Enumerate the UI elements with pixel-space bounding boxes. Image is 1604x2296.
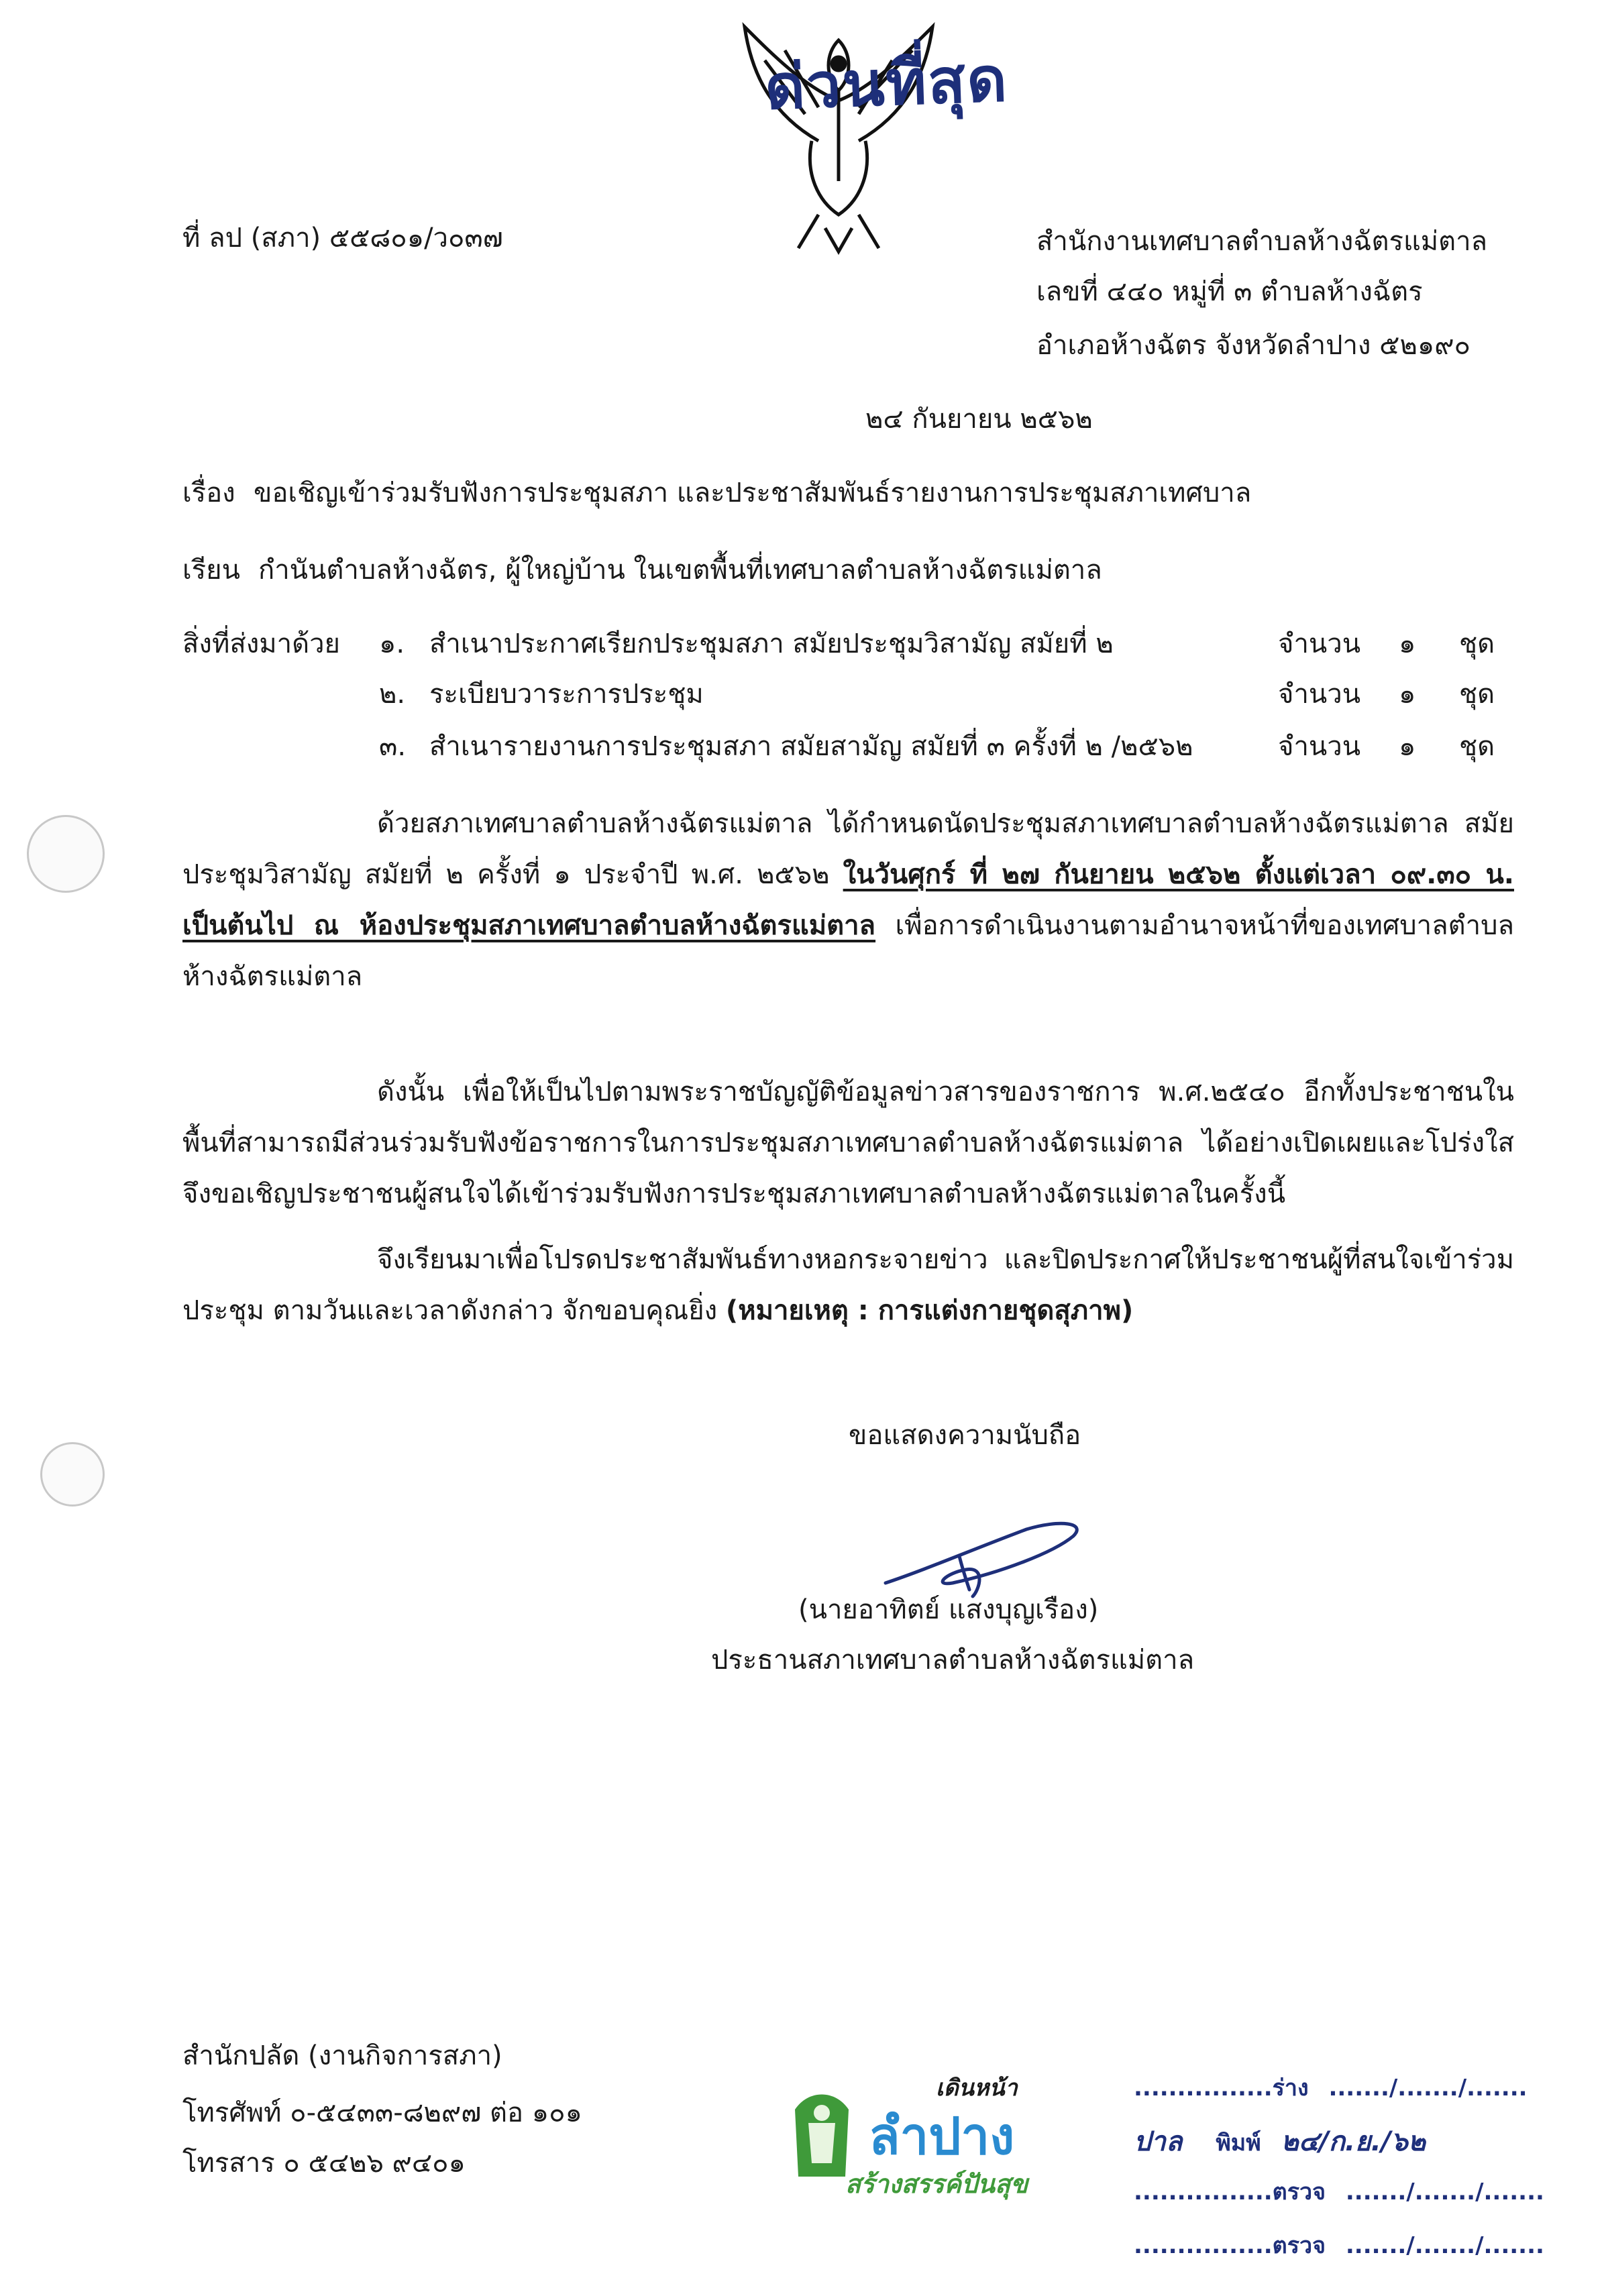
enclosure-number: ๓. bbox=[379, 731, 407, 762]
body-paragraph-2: ดังนั้น เพื่อให้เป็นไปตามพระราชบัญญัติข้อมูลข่าวสารของราชการ พ.ศ.๒๕๔๐ อีกทั้งประชาชนในพื้นที่สามารถมีส่วนร่วมรับฟังข้อราชการในการประชุมสภาเทศบาลตำบลห้างฉัตรแม่ตาล ได้อย่างเปิดเผยและโปร่งใส จึงขอเชิญประชาชนผู้สนใจได้เข้าร่วมรับฟังการประชุมสภาเทศบาลตำบลห้างฉัตรแม่ตาลในครั้งนี้ bbox=[182, 1077, 1514, 1209]
enclosure-unit: ชุด bbox=[1459, 628, 1495, 659]
enclosure-unit: ชุด bbox=[1459, 679, 1495, 710]
closing-salutation: ขอแสดงความนับถือ bbox=[849, 1420, 1081, 1451]
signatory-position: ประธานสภาเทศบาลตำบลห้างฉัตรแม่ตาล bbox=[711, 1645, 1195, 1676]
routing-row bbox=[1134, 2120, 1426, 2163]
routing-label: ตรวจ bbox=[1272, 2232, 1326, 2259]
body-paragraph-1-intro: ด้วยสภาเทศบาลตำบลห้างฉัตรแม่ตาล ได้กำหนดนัดประชุมสภาเทศบาลตำบลห้างฉัตรแม่ตาล สมัยประชุมวิสามัญ สมัยที่ ๒ ครั้งที่ ๑ ประจำปี พ.ศ. ๒๕๖๒ bbox=[182, 808, 1514, 890]
sender-line-3: อำเภอห้างฉัตร จังหวัดลำปาง ๕๒๑๙๐ bbox=[1036, 330, 1471, 361]
routing-label: ตรวจ bbox=[1272, 2179, 1326, 2205]
signatory-name: (นายอาทิตย์ แสงบุญเรือง) bbox=[798, 1594, 1099, 1625]
lampang-logo bbox=[782, 2069, 1063, 2203]
routing-value: ......./......./....... bbox=[1345, 2179, 1544, 2205]
body-paragraph-3 bbox=[182, 1234, 1514, 1336]
document-date: ๒๔ กันยายน ๒๕๖๒ bbox=[865, 404, 1093, 435]
sender-line-1: สำนักงานเทศบาลตำบลห้างฉัตรแม่ตาล bbox=[1036, 226, 1488, 257]
meeting-date-place: ในวันศุกร์ ที่ ๒๗ กันยายน ๒๕๖๒ ตั้งแต่เวลา ๐๙.๓๐ น. เป็นต้นไป ณ ห้องประชุมสภาเทศบาลตำบลห้างฉัตรแม่ตาล bbox=[182, 859, 1514, 941]
routing-box bbox=[1134, 2069, 1544, 2284]
enclosure-number: ๒. bbox=[379, 679, 406, 710]
sender-line-2: เลขที่ ๔๔๐ หมู่ที่ ๓ ตำบลห้างฉัตร bbox=[1036, 276, 1423, 307]
routing-dots: ................ bbox=[1134, 2075, 1273, 2101]
body-paragraph-3-text: จึงเรียนมาเพื่อโปรดประชาสัมพันธ์ทางหอกระจายข่าว และปิดประกาศให้ประชาชนผู้ที่สนใจเข้าร่วมประชุม ตามวันและเวลาดังกล่าว จักขอบคุณยิ่ง bbox=[182, 1244, 1514, 1326]
routing-initials: ปาล bbox=[1134, 2126, 1183, 2157]
urgent-stamp: ด่วนที่สุด bbox=[763, 43, 1010, 124]
enclosure-qty: ๑ bbox=[1399, 628, 1416, 659]
enclosure-number: ๑. bbox=[379, 628, 405, 659]
enclosure-qty: ๑ bbox=[1399, 679, 1416, 710]
routing-value: ......./......./....... bbox=[1345, 2232, 1544, 2259]
routing-value: ๒๔/ก.ย./๖๒ bbox=[1281, 2126, 1426, 2157]
enclosure-qty: ๑ bbox=[1399, 731, 1416, 762]
logo-bottom-text: สร้างสรรค์ปันสุข bbox=[845, 2169, 1028, 2199]
logo-top-text: เดินหน้า bbox=[936, 2075, 1018, 2101]
dress-code-note: (หมายเหตุ : การแต่งกายชุดสุภาพ) bbox=[725, 1295, 1134, 1326]
enclosure-text: สำเนารายงานการประชุมสภา สมัยสามัญ สมัยที่ ๓ ครั้งที่ ๒ /๒๕๖๒ bbox=[429, 731, 1193, 762]
recipient-label: เรียน bbox=[182, 555, 240, 586]
logo-main-text: ลำปาง bbox=[869, 2106, 1015, 2166]
subject-text: ขอเชิญเข้าร่วมรับฟังการประชุมสภา และประชาสัมพันธ์รายงานการประชุมสภาเทศบาล bbox=[254, 478, 1252, 508]
enclosure-unit: ชุด bbox=[1459, 731, 1495, 762]
enclosure-qty-label: จำนวน bbox=[1278, 731, 1361, 762]
routing-row bbox=[1134, 2069, 1528, 2106]
enclosure-text: ระเบียบวาระการประชุม bbox=[429, 679, 704, 710]
punch-hole bbox=[40, 1442, 105, 1507]
body-paragraph-1 bbox=[182, 798, 1514, 1002]
subject-label: เรื่อง bbox=[182, 478, 235, 508]
enclosures-label: สิ่งที่ส่งมาด้วย bbox=[182, 628, 340, 659]
document-number: ที่ ลป (สภา) ๕๕๘๐๑/ว๐๓๗ bbox=[182, 223, 503, 254]
footer-fax: โทรสาร ๐ ๕๔๒๖ ๙๔๐๑ bbox=[182, 2148, 466, 2179]
recipient-text: กำนันตำบลห้างฉัตร, ผู้ใหญ่บ้าน ในเขตพื้นที่เทศบาลตำบลห้างฉัตรแม่ตาล bbox=[258, 555, 1102, 586]
routing-row bbox=[1134, 2173, 1544, 2209]
punch-hole bbox=[27, 815, 105, 893]
routing-row bbox=[1134, 2227, 1544, 2263]
signature bbox=[872, 1509, 1100, 1603]
routing-label: ร่าง bbox=[1272, 2075, 1309, 2101]
enclosure-qty-label: จำนวน bbox=[1278, 628, 1361, 659]
enclosure-qty-label: จำนวน bbox=[1278, 679, 1361, 710]
enclosure-text: สำเนาประกาศเรียกประชุมสภา สมัยประชุมวิสามัญ สมัยที่ ๒ bbox=[429, 628, 1114, 659]
footer-phone: โทรศัพท์ ๐-๕๔๓๓-๘๒๙๗ ต่อ ๑๐๑ bbox=[182, 2097, 582, 2128]
footer-office: สำนักปลัด (งานกิจการสภา) bbox=[182, 2040, 502, 2071]
routing-dots: ................ bbox=[1134, 2232, 1273, 2259]
routing-label: พิมพ์ bbox=[1216, 2130, 1261, 2156]
routing-dots: ................ bbox=[1134, 2179, 1273, 2205]
body-paragraph-1-purpose: เพื่อการดำเนินงานตามอำนาจหน้าที่ของเทศบาลตำบลห้างฉัตรแม่ตาล bbox=[182, 910, 1514, 992]
routing-value: ......./......./....... bbox=[1328, 2075, 1528, 2101]
signature-icon bbox=[872, 1509, 1100, 1603]
